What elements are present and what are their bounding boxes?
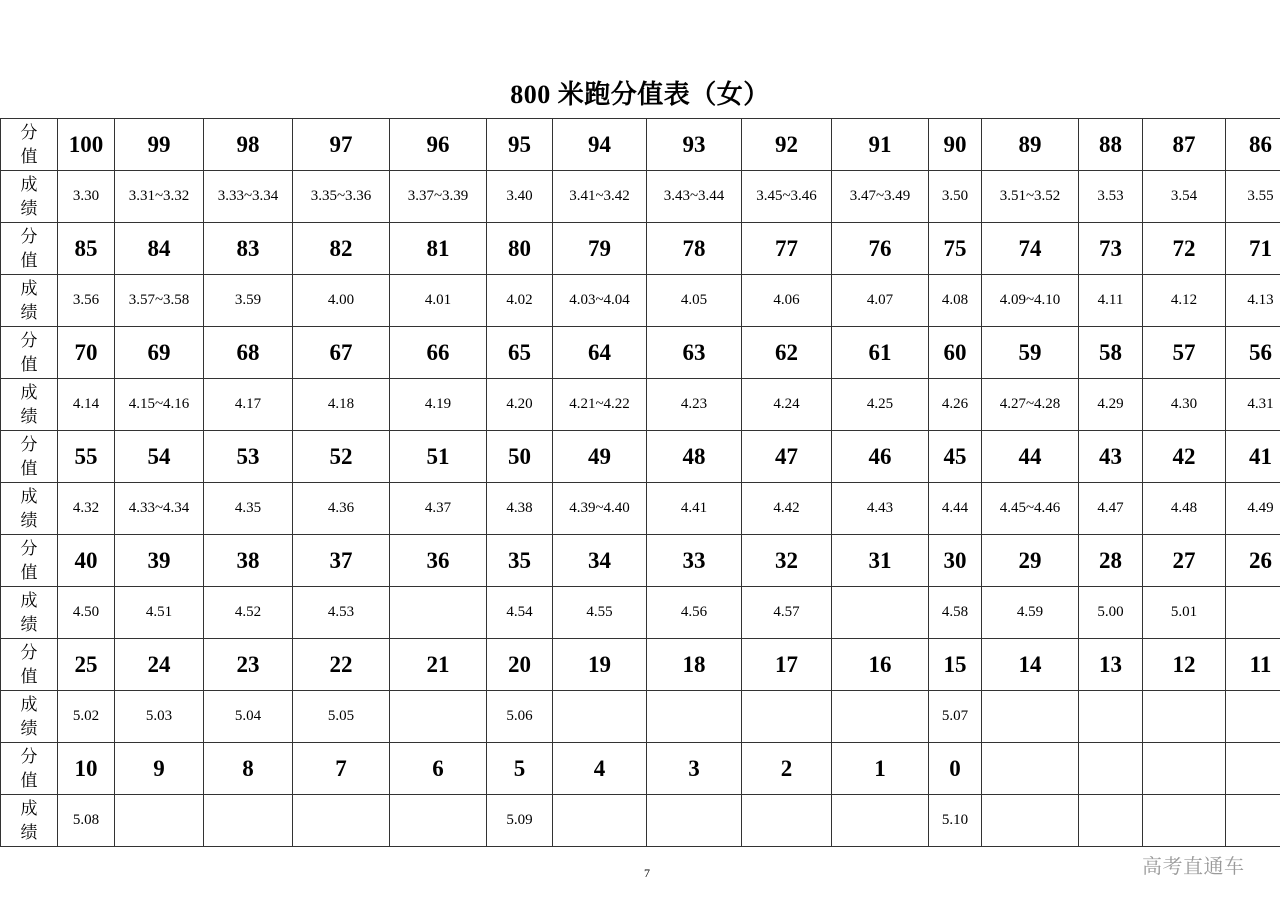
- score-cell: 54: [115, 431, 204, 483]
- score-cell: 78: [647, 223, 742, 275]
- score-cell: [1143, 743, 1226, 795]
- time-cell: 3.50: [929, 171, 982, 223]
- score-cell: 93: [647, 119, 742, 171]
- time-cell: [647, 691, 742, 743]
- score-row: [1, 327, 1280, 379]
- time-cell: [982, 691, 1079, 743]
- time-cell: 4.06: [742, 275, 832, 327]
- score-cell: 13: [1079, 639, 1143, 691]
- time-cell: 4.57: [742, 587, 832, 639]
- score-cell: 1: [832, 743, 929, 795]
- score-cell: 10: [58, 743, 115, 795]
- time-cell: 4.29: [1079, 379, 1143, 431]
- score-cell: 72: [1143, 223, 1226, 275]
- score-cell: 18: [647, 639, 742, 691]
- time-cell: [1143, 795, 1226, 847]
- score-cell: 19: [553, 639, 647, 691]
- time-cell: 4.24: [742, 379, 832, 431]
- time-cell: [1079, 691, 1143, 743]
- score-cell: 70: [58, 327, 115, 379]
- score-cell: 48: [647, 431, 742, 483]
- score-cell: 63: [647, 327, 742, 379]
- score-cell: 62: [742, 327, 832, 379]
- time-cell: 4.02: [487, 275, 553, 327]
- score-cell: 61: [832, 327, 929, 379]
- page-number: 7: [644, 866, 650, 880]
- score-cell: 44: [982, 431, 1079, 483]
- time-cell: 3.31~3.32: [115, 171, 204, 223]
- score-cell: 47: [742, 431, 832, 483]
- time-cell: 3.35~3.36: [293, 171, 390, 223]
- time-cell: 4.23: [647, 379, 742, 431]
- score-cell: 57: [1143, 327, 1226, 379]
- time-cell: 4.13: [1226, 275, 1280, 327]
- time-cell: 5.06: [487, 691, 553, 743]
- score-cell: 12: [1143, 639, 1226, 691]
- time-cell: 3.47~3.49: [832, 171, 929, 223]
- score-cell: 7: [293, 743, 390, 795]
- time-cell: 4.12: [1143, 275, 1226, 327]
- time-cell: 5.08: [58, 795, 115, 847]
- score-cell: 76: [832, 223, 929, 275]
- time-cell: 4.58: [929, 587, 982, 639]
- score-cell: 5: [487, 743, 553, 795]
- score-cell: 94: [553, 119, 647, 171]
- time-cell: [390, 691, 487, 743]
- score-cell: [1226, 743, 1280, 795]
- score-cell: 35: [487, 535, 553, 587]
- score-cell: 85: [58, 223, 115, 275]
- score-cell: 82: [293, 223, 390, 275]
- score-cell: 86: [1226, 119, 1280, 171]
- time-row: [1, 379, 1280, 431]
- time-cell: 4.33~4.34: [115, 483, 204, 535]
- time-cell: 5.07: [929, 691, 982, 743]
- score-cell: 29: [982, 535, 1079, 587]
- time-row-label: 成 绩: [1, 171, 58, 223]
- time-cell: [742, 795, 832, 847]
- time-cell: 5.04: [204, 691, 293, 743]
- time-cell: 3.53: [1079, 171, 1143, 223]
- page-title: 800 米跑分值表（女）: [510, 80, 770, 109]
- time-cell: 4.43: [832, 483, 929, 535]
- score-cell: 17: [742, 639, 832, 691]
- time-cell: 3.57~3.58: [115, 275, 204, 327]
- score-cell: 22: [293, 639, 390, 691]
- time-cell: [742, 691, 832, 743]
- time-cell: 3.41~3.42: [553, 171, 647, 223]
- time-cell: 4.50: [58, 587, 115, 639]
- time-cell: 4.55: [553, 587, 647, 639]
- score-row-label: 分 值: [1, 535, 58, 587]
- time-cell: 5.00: [1079, 587, 1143, 639]
- score-cell: 84: [115, 223, 204, 275]
- time-cell: 3.40: [487, 171, 553, 223]
- score-cell: 15: [929, 639, 982, 691]
- time-row: [1, 587, 1280, 639]
- time-cell: 4.27~4.28: [982, 379, 1079, 431]
- score-cell: 51: [390, 431, 487, 483]
- time-cell: 4.18: [293, 379, 390, 431]
- time-cell: 3.30: [58, 171, 115, 223]
- time-cell: [1226, 795, 1280, 847]
- time-cell: [1143, 691, 1226, 743]
- time-cell: 4.08: [929, 275, 982, 327]
- time-cell: [390, 795, 487, 847]
- score-cell: 32: [742, 535, 832, 587]
- time-cell: 3.43~3.44: [647, 171, 742, 223]
- time-cell: 4.54: [487, 587, 553, 639]
- time-cell: 4.00: [293, 275, 390, 327]
- time-cell: 3.59: [204, 275, 293, 327]
- time-cell: 4.38: [487, 483, 553, 535]
- score-row-label: 分 值: [1, 431, 58, 483]
- time-row: [1, 483, 1280, 535]
- time-cell: 4.07: [832, 275, 929, 327]
- score-row: [1, 431, 1280, 483]
- score-cell: 100: [58, 119, 115, 171]
- time-cell: 4.03~4.04: [553, 275, 647, 327]
- score-cell: 33: [647, 535, 742, 587]
- time-cell: 4.32: [58, 483, 115, 535]
- time-cell: [1079, 795, 1143, 847]
- time-cell: 4.37: [390, 483, 487, 535]
- score-cell: 23: [204, 639, 293, 691]
- time-cell: [832, 795, 929, 847]
- time-cell: [1226, 691, 1280, 743]
- score-row: [1, 119, 1280, 171]
- time-cell: 4.49: [1226, 483, 1280, 535]
- score-cell: 36: [390, 535, 487, 587]
- score-cell: 79: [553, 223, 647, 275]
- time-cell: 3.51~3.52: [982, 171, 1079, 223]
- time-cell: [293, 795, 390, 847]
- score-cell: 45: [929, 431, 982, 483]
- time-row-label: 成 绩: [1, 379, 58, 431]
- score-cell: 65: [487, 327, 553, 379]
- time-row: [1, 795, 1280, 847]
- time-cell: [982, 795, 1079, 847]
- score-cell: 71: [1226, 223, 1280, 275]
- score-cell: 92: [742, 119, 832, 171]
- score-cell: 87: [1143, 119, 1226, 171]
- score-cell: 39: [115, 535, 204, 587]
- time-cell: 4.17: [204, 379, 293, 431]
- score-cell: 68: [204, 327, 293, 379]
- time-row: [1, 275, 1280, 327]
- score-cell: 4: [553, 743, 647, 795]
- score-cell: 80: [487, 223, 553, 275]
- score-cell: 66: [390, 327, 487, 379]
- score-row-label: 分 值: [1, 223, 58, 275]
- score-row-label: 分 值: [1, 743, 58, 795]
- score-cell: 21: [390, 639, 487, 691]
- time-cell: 4.42: [742, 483, 832, 535]
- time-cell: 4.52: [204, 587, 293, 639]
- time-cell: [204, 795, 293, 847]
- score-cell: 2: [742, 743, 832, 795]
- score-cell: 58: [1079, 327, 1143, 379]
- time-cell: 4.09~4.10: [982, 275, 1079, 327]
- time-cell: [553, 795, 647, 847]
- score-row-label: 分 值: [1, 327, 58, 379]
- time-cell: [832, 587, 929, 639]
- time-cell: 3.45~3.46: [742, 171, 832, 223]
- time-cell: 4.48: [1143, 483, 1226, 535]
- time-cell: 4.05: [647, 275, 742, 327]
- score-cell: 46: [832, 431, 929, 483]
- score-cell: 42: [1143, 431, 1226, 483]
- score-cell: 74: [982, 223, 1079, 275]
- score-cell: 6: [390, 743, 487, 795]
- time-cell: 4.59: [982, 587, 1079, 639]
- score-cell: 95: [487, 119, 553, 171]
- score-cell: 91: [832, 119, 929, 171]
- time-cell: 5.03: [115, 691, 204, 743]
- score-cell: 3: [647, 743, 742, 795]
- time-cell: [832, 691, 929, 743]
- score-cell: 99: [115, 119, 204, 171]
- score-cell: 8: [204, 743, 293, 795]
- time-cell: 3.56: [58, 275, 115, 327]
- score-cell: 53: [204, 431, 293, 483]
- score-cell: 75: [929, 223, 982, 275]
- score-cell: 98: [204, 119, 293, 171]
- time-cell: 4.19: [390, 379, 487, 431]
- time-cell: 3.55: [1226, 171, 1280, 223]
- time-cell: 4.26: [929, 379, 982, 431]
- score-cell: 40: [58, 535, 115, 587]
- score-cell: 96: [390, 119, 487, 171]
- score-cell: 20: [487, 639, 553, 691]
- score-cell: [1079, 743, 1143, 795]
- score-cell: 0: [929, 743, 982, 795]
- score-cell: 37: [293, 535, 390, 587]
- score-cell: 27: [1143, 535, 1226, 587]
- score-cell: 9: [115, 743, 204, 795]
- score-cell: 59: [982, 327, 1079, 379]
- score-cell: 56: [1226, 327, 1280, 379]
- time-cell: 4.45~4.46: [982, 483, 1079, 535]
- time-cell: 4.53: [293, 587, 390, 639]
- score-cell: [982, 743, 1079, 795]
- time-cell: 4.15~4.16: [115, 379, 204, 431]
- score-cell: 89: [982, 119, 1079, 171]
- score-row: [1, 639, 1280, 691]
- score-cell: 73: [1079, 223, 1143, 275]
- score-cell: 83: [204, 223, 293, 275]
- time-cell: [1226, 587, 1280, 639]
- time-cell: 4.11: [1079, 275, 1143, 327]
- score-cell: 88: [1079, 119, 1143, 171]
- time-row-label: 成 绩: [1, 587, 58, 639]
- time-cell: [390, 587, 487, 639]
- time-cell: 4.47: [1079, 483, 1143, 535]
- time-cell: 4.14: [58, 379, 115, 431]
- time-cell: 4.01: [390, 275, 487, 327]
- score-cell: 34: [553, 535, 647, 587]
- score-cell: 77: [742, 223, 832, 275]
- score-cell: 60: [929, 327, 982, 379]
- time-cell: 4.39~4.40: [553, 483, 647, 535]
- time-row-label: 成 绩: [1, 483, 58, 535]
- score-cell: 31: [832, 535, 929, 587]
- score-cell: 49: [553, 431, 647, 483]
- time-cell: 4.20: [487, 379, 553, 431]
- score-cell: 43: [1079, 431, 1143, 483]
- score-cell: 16: [832, 639, 929, 691]
- score-cell: 24: [115, 639, 204, 691]
- score-row-label: 分 值: [1, 119, 58, 171]
- score-cell: 81: [390, 223, 487, 275]
- score-cell: 41: [1226, 431, 1280, 483]
- time-cell: 5.10: [929, 795, 982, 847]
- time-cell: 4.41: [647, 483, 742, 535]
- time-cell: [115, 795, 204, 847]
- score-cell: 11: [1226, 639, 1280, 691]
- score-cell: 28: [1079, 535, 1143, 587]
- time-cell: [647, 795, 742, 847]
- time-cell: [553, 691, 647, 743]
- score-cell: 26: [1226, 535, 1280, 587]
- time-cell: 4.30: [1143, 379, 1226, 431]
- time-cell: 5.09: [487, 795, 553, 847]
- time-cell: 4.35: [204, 483, 293, 535]
- score-cell: 30: [929, 535, 982, 587]
- score-cell: 55: [58, 431, 115, 483]
- score-cell: 64: [553, 327, 647, 379]
- time-row-label: 成 绩: [1, 275, 58, 327]
- time-cell: 5.01: [1143, 587, 1226, 639]
- score-cell: 52: [293, 431, 390, 483]
- score-cell: 90: [929, 119, 982, 171]
- time-cell: 4.56: [647, 587, 742, 639]
- time-cell: 3.54: [1143, 171, 1226, 223]
- time-cell: 4.31: [1226, 379, 1280, 431]
- time-cell: 4.25: [832, 379, 929, 431]
- time-cell: 3.33~3.34: [204, 171, 293, 223]
- score-row: [1, 223, 1280, 275]
- time-cell: 4.21~4.22: [553, 379, 647, 431]
- time-cell: 4.51: [115, 587, 204, 639]
- time-cell: 5.02: [58, 691, 115, 743]
- score-cell: 97: [293, 119, 390, 171]
- time-cell: 5.05: [293, 691, 390, 743]
- score-row-label: 分 值: [1, 639, 58, 691]
- time-row: [1, 691, 1280, 743]
- score-cell: 69: [115, 327, 204, 379]
- time-cell: 3.37~3.39: [390, 171, 487, 223]
- score-row: [1, 743, 1280, 795]
- score-cell: 38: [204, 535, 293, 587]
- score-row: [1, 535, 1280, 587]
- time-cell: 4.44: [929, 483, 982, 535]
- score-table: [0, 118, 1280, 847]
- watermark: 高考直通车: [1142, 854, 1245, 878]
- time-row: [1, 171, 1280, 223]
- time-cell: 4.36: [293, 483, 390, 535]
- score-cell: 25: [58, 639, 115, 691]
- time-row-label: 成 绩: [1, 795, 58, 847]
- score-cell: 50: [487, 431, 553, 483]
- score-cell: 14: [982, 639, 1079, 691]
- score-cell: 67: [293, 327, 390, 379]
- time-row-label: 成 绩: [1, 691, 58, 743]
